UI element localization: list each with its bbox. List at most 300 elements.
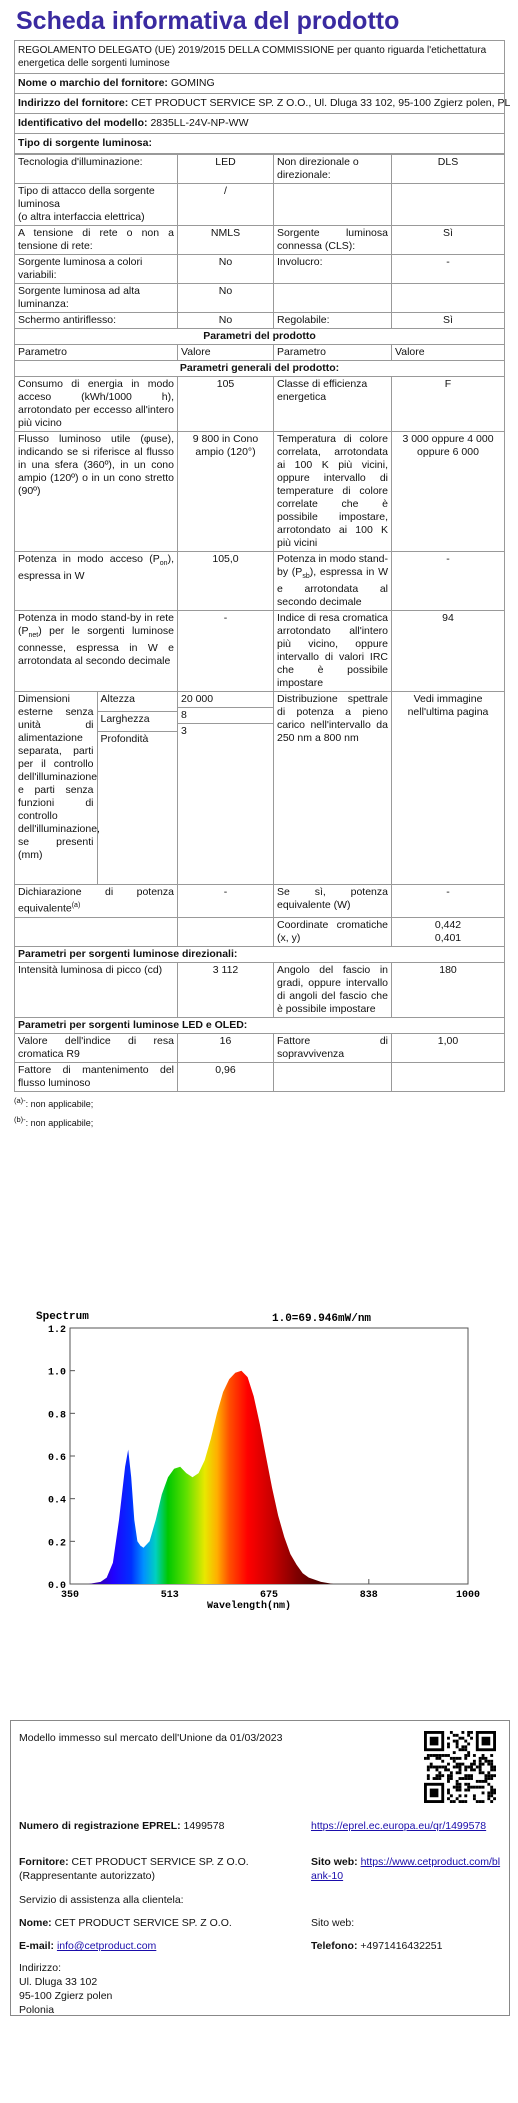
site-link[interactable]: https://www.cetproduct.com/blank-10 (311, 1856, 501, 1882)
x-tick-label: 675 (259, 1590, 279, 1601)
qr-module (456, 1780, 459, 1783)
qr-module (438, 1777, 441, 1780)
qr-module (433, 1777, 436, 1780)
y-tick-label: 0.2 (47, 1538, 66, 1550)
qr-module (456, 1766, 459, 1769)
y-value: 0,401 (434, 931, 462, 944)
envelope-value: - (392, 255, 505, 284)
qr-module (444, 1768, 447, 1771)
qr-module (467, 1754, 470, 1757)
supplier-name-label: Nome o marchio del fornitore: (18, 77, 168, 89)
qr-module (447, 1789, 450, 1792)
qr-module (427, 1754, 430, 1757)
qr-module (490, 1791, 493, 1794)
pnet-label: Potenza in modo stand-by in rete (P (18, 612, 174, 638)
xy-label: Coordinate cromatiche (x, y) (274, 917, 392, 946)
qr-finder (482, 1737, 491, 1746)
qr-module (479, 1760, 482, 1763)
qr-module (487, 1763, 490, 1766)
surv-value: 1,00 (392, 1033, 505, 1062)
qr-module (453, 1740, 456, 1743)
eprel-link[interactable]: https://eprel.ec.europa.eu/qr/1499578 (311, 1820, 487, 1832)
flux-value: 9 800 in Cono ampio (120°) (178, 432, 274, 552)
height-value: 20 000 (178, 692, 273, 708)
qr-module (456, 1745, 459, 1748)
qr-module (464, 1766, 467, 1769)
qr-module (459, 1766, 462, 1769)
qr-module (436, 1768, 439, 1771)
qr-module (464, 1745, 467, 1748)
supplier-label: Fornitore: (19, 1856, 69, 1868)
supplier-address: CET PRODUCT SERVICE SP. Z O.O., Ul. Dluga 33 102, 95-100 Zgierz polen, PL (131, 97, 511, 109)
qr-module (436, 1754, 439, 1757)
qr-module (447, 1754, 450, 1757)
x-tick-label: 838 (359, 1590, 378, 1601)
qr-module (453, 1786, 456, 1789)
address-line-2: 95-100 Zgierz polen (19, 1990, 113, 2002)
spd-value: Vedi immagine nell'ultima pagina (392, 692, 505, 885)
type-table (14, 154, 505, 1092)
qr-module (424, 1757, 427, 1760)
qr-module (459, 1748, 462, 1751)
qr-module (490, 1789, 493, 1792)
chart-title: Spectrum (36, 1311, 89, 1323)
eprel-label: Numero di registrazione EPREL: (19, 1820, 181, 1832)
service-heading: Servizio di assistenza alla clientela: (19, 1894, 184, 1906)
psb-sub: sb (302, 573, 310, 581)
site2-label: Sito web: (311, 1917, 355, 1929)
qr-module (467, 1786, 470, 1789)
qr-module (438, 1766, 441, 1769)
qr-module (493, 1789, 496, 1792)
qr-module (479, 1771, 482, 1774)
pon-label: Potenza in modo acceso (P (18, 553, 160, 565)
name-label: Nome: (19, 1917, 52, 1929)
qr-module (441, 1760, 444, 1763)
qr-module (461, 1731, 464, 1734)
qr-module (490, 1774, 493, 1777)
qr-module (467, 1774, 470, 1777)
qr-module (490, 1800, 493, 1803)
qr-module (456, 1786, 459, 1789)
qr-module (467, 1743, 470, 1746)
qr-module (436, 1774, 439, 1777)
qr-module (467, 1731, 470, 1734)
page-title: Scheda informativa del prodotto (16, 7, 400, 35)
pnet-label-b: ) per le sorgenti luminose connesse, espressa in W e arrotondata al secondo decimale (18, 625, 174, 668)
qr-module (482, 1786, 485, 1789)
qr-module (473, 1760, 476, 1763)
footnote-a-mark: (a)- (14, 1095, 26, 1105)
eprel-card (10, 1720, 510, 2016)
qr-module (436, 1766, 439, 1769)
cls-label: Sorgente luminosa connessa (CLS): (274, 226, 392, 255)
qr-module (459, 1763, 462, 1766)
col-value-2: Valore (392, 345, 505, 361)
qr-module (464, 1748, 467, 1751)
qr-module (453, 1734, 456, 1737)
qr-module (459, 1786, 462, 1789)
qr-finder (430, 1789, 439, 1798)
qr-module (482, 1763, 485, 1766)
qr-module (456, 1740, 459, 1743)
qr-module (433, 1754, 436, 1757)
footnote-b-mark: (b)- (14, 1114, 26, 1124)
nondir-label: Non direzionale o direzionale: (274, 155, 392, 184)
qr-module (473, 1763, 476, 1766)
qr-module (487, 1771, 490, 1774)
qr-module (490, 1766, 493, 1769)
qr-module (427, 1774, 430, 1777)
qr-module (456, 1789, 459, 1792)
model-label: Identificativo del modello: (18, 117, 148, 129)
qr-module (467, 1789, 470, 1792)
market-text: Modello immesso sul mercato dell'Unione da 01/03/2023 (19, 1732, 283, 1744)
qr-module (467, 1777, 470, 1780)
model-id: 2835LL-24V-NP-WW (150, 117, 249, 129)
qr-module (482, 1791, 485, 1794)
qr-module (461, 1763, 464, 1766)
qr-module (427, 1768, 430, 1771)
qr-module (450, 1731, 453, 1734)
cap-value: / (178, 184, 274, 226)
qr-module (490, 1754, 493, 1757)
type-heading: Tipo di sorgente luminosa: (15, 134, 505, 154)
class-value: F (392, 377, 505, 432)
qr-module (461, 1800, 464, 1803)
width-label: Larghezza (97, 712, 177, 732)
address-line-3: Polonia (19, 2004, 55, 2016)
qr-module (473, 1786, 476, 1789)
mains-value: NMLS (178, 226, 274, 255)
qr-module (493, 1766, 496, 1769)
qr-module (464, 1783, 467, 1786)
qr-module (487, 1791, 490, 1794)
qr-module (473, 1754, 476, 1757)
qr-module (467, 1783, 470, 1786)
qr-module (490, 1760, 493, 1763)
qr-module (470, 1768, 473, 1771)
mains-label: A tensione di rete o non a tensione di rete: (15, 226, 178, 255)
name-value: CET PRODUCT SERVICE SP. Z O.O. (54, 1917, 232, 1929)
footnote-b (14, 1113, 504, 1130)
envelope-label: Involucro: (274, 255, 392, 284)
qr-module (456, 1757, 459, 1760)
y-tick-label: 0.4 (47, 1495, 66, 1507)
qr-module (441, 1774, 444, 1777)
equiv-label: Dichiarazione di potenza equivalente (18, 886, 174, 915)
pnet-sub: net (28, 632, 39, 640)
qr-module (450, 1800, 453, 1803)
pon-label-b: ), espressa in W (18, 553, 174, 583)
site-label: Sito web: (311, 1856, 358, 1868)
qr-module (453, 1751, 456, 1754)
x-value: 0,442 (434, 918, 462, 931)
y-tick-label: 0.6 (47, 1453, 66, 1464)
qr-module (430, 1763, 433, 1766)
qr-module (459, 1737, 462, 1740)
qr-module (447, 1780, 450, 1783)
equiv-sup: (a) (71, 902, 81, 910)
peak-value: 3 112 (178, 962, 274, 1017)
qr-module (467, 1734, 470, 1737)
beam-label: Angolo del fascio in gradi, oppure intervallo di angoli del fascio che è possibile impostare (274, 962, 392, 1017)
spd-label: Distribuzione spettrale di potenza a pieno carico nell'intervallo da 250 nm a 800 nm (274, 692, 392, 885)
spectrum-chart (32, 1301, 481, 1613)
psb-label: Potenza in modo stand-by (P (277, 553, 388, 578)
qr-module (464, 1768, 467, 1771)
qr-module (438, 1757, 441, 1760)
y-tick-label: 1.0 (47, 1367, 66, 1379)
qr-module (459, 1789, 462, 1792)
qr-module (490, 1768, 493, 1771)
qr-module (464, 1757, 467, 1760)
qr-module (438, 1754, 441, 1757)
supplier-name: GOMING (170, 77, 215, 89)
qr-module (476, 1766, 479, 1769)
qr-module (482, 1780, 485, 1783)
cri-label: Indice di resa cromatica arrotondato all'intero più vicino, oppure intervallo di valori IRC che è possibile impostare (274, 611, 392, 692)
color-value: No (178, 255, 274, 284)
qr-module (447, 1768, 450, 1771)
psb-label-b: ), espressa in W e arrotondata al secondo decimale (277, 566, 388, 609)
pon-sub: on (159, 560, 168, 568)
qr-module (438, 1771, 441, 1774)
general-heading: Parametri generali del prodotto: (15, 361, 505, 377)
dims-label: Dimensioni esterne senza unità di alimentazione separata, parti per il controllo dell'illuminazione e parti senza funzioni di controllo dell'illuminazione, se presenti (mm) (15, 692, 97, 884)
qr-module (453, 1760, 456, 1763)
qr-code-icon[interactable] (424, 1731, 496, 1803)
qr-module (464, 1789, 467, 1792)
qr-module (487, 1774, 490, 1777)
maint-label: Fattore di mantenimento del flusso luminoso (15, 1062, 178, 1091)
cri-value: 94 (392, 611, 505, 692)
r9-value: 16 (178, 1033, 274, 1062)
qr-module (482, 1771, 485, 1774)
qr-module (456, 1783, 459, 1786)
tech-value: LED (178, 155, 274, 184)
qr-module (447, 1774, 450, 1777)
qr-module (487, 1797, 490, 1800)
qr-module (490, 1794, 493, 1797)
email-label: E-mail: (19, 1940, 55, 1952)
qr-module (447, 1745, 450, 1748)
address-label: Indirizzo: (19, 1962, 62, 1974)
qr-module (493, 1774, 496, 1777)
peak-label: Intensità luminosa di picco (cd) (15, 962, 178, 1017)
qr-module (464, 1740, 467, 1743)
qr-module (473, 1797, 476, 1800)
qr-module (456, 1763, 459, 1766)
col-param-2: Parametro (274, 345, 392, 361)
color-label: Sorgente luminosa a colori variabili: (15, 255, 178, 284)
cct-value: 3 000 oppure 4 000 oppure 6 000 (392, 432, 505, 552)
qr-module (470, 1786, 473, 1789)
qr-module (484, 1777, 487, 1780)
qr-module (470, 1731, 473, 1734)
qr-module (450, 1757, 453, 1760)
header-table (14, 40, 511, 154)
qr-module (461, 1777, 464, 1780)
led-heading: Parametri per sorgenti luminose LED e OLED: (15, 1017, 505, 1033)
qr-module (459, 1757, 462, 1760)
qr-module (444, 1754, 447, 1757)
qr-module (476, 1786, 479, 1789)
qr-module (430, 1754, 433, 1757)
cap-label: Tipo di attacco della sorgente luminosa (18, 185, 155, 210)
qr-module (430, 1766, 433, 1769)
qr-module (444, 1766, 447, 1769)
qr-module (450, 1794, 453, 1797)
supplier-value: CET PRODUCT SERVICE SP. Z O.O. (Rappresentante autorizzato) (19, 1856, 249, 1882)
qr-module (464, 1774, 467, 1777)
qr-module (470, 1737, 473, 1740)
footnote-b-text: : non applicabile; (25, 1117, 94, 1128)
qr-module (484, 1760, 487, 1763)
qr-module (484, 1757, 487, 1760)
flux-label: Flusso luminoso utile (φuse), indicando se si riferisce al flusso in una sfera (360º), in un cono ampio (120º) o in un cono stretto (90º) (15, 432, 178, 552)
dir-heading: Parametri per sorgenti luminose direzionali: (15, 946, 505, 962)
qr-module (479, 1766, 482, 1769)
width-value: 8 (178, 708, 273, 724)
qr-module (490, 1763, 493, 1766)
qr-module (427, 1757, 430, 1760)
qr-module (461, 1748, 464, 1751)
qr-module (473, 1794, 476, 1797)
nondir-value: DLS (392, 155, 505, 184)
depth-label: Profondità (100, 733, 149, 746)
maint-value: 0,96 (178, 1062, 274, 1091)
qr-module (450, 1774, 453, 1777)
qr-module (493, 1797, 496, 1800)
qr-module (447, 1743, 450, 1746)
x-tick-label: 350 (60, 1590, 80, 1601)
beam-value: 180 (392, 962, 505, 1017)
qr-module (464, 1794, 467, 1797)
qr-module (464, 1800, 467, 1803)
qr-module (482, 1757, 485, 1760)
qr-module (493, 1791, 496, 1794)
energy-value: 105 (178, 377, 274, 432)
phone-value: +4971416432251 (360, 1940, 443, 1952)
hl-value: No (178, 284, 274, 313)
qr-module (482, 1754, 485, 1757)
footnote-a (14, 1094, 504, 1111)
qr-module (487, 1777, 490, 1780)
address-line-1: Ul. Dluga 33 102 (19, 1976, 98, 1988)
psb-value: - (392, 552, 505, 611)
surv-label: Fattore di sopravvivenza (274, 1033, 392, 1062)
equiv2-value: - (392, 885, 505, 918)
x-tick-label: 513 (160, 1590, 179, 1601)
qr-module (479, 1786, 482, 1789)
qr-module (461, 1745, 464, 1748)
qr-module (459, 1783, 462, 1786)
email-link[interactable]: info@cetproduct.com (56, 1940, 157, 1952)
qr-module (459, 1777, 462, 1780)
qr-module (482, 1800, 485, 1803)
qr-module (484, 1774, 487, 1777)
qr-module (464, 1754, 467, 1757)
eprel-value: 1499578 (183, 1820, 225, 1832)
regulation-text: REGOLAMENTO DELEGATO (UE) 2019/2015 DELLA COMMISSIONE per quanto riguarda l'etichettatura energetica delle sorgenti luminose (15, 41, 505, 74)
qr-module (476, 1800, 479, 1803)
qr-module (487, 1760, 490, 1763)
glare-label: Schermo antiriflesso: (15, 313, 178, 329)
product-sheet (14, 6, 511, 1130)
x-axis-label: Wavelength(nm) (207, 1601, 292, 1612)
qr-module (490, 1786, 493, 1789)
qr-module (479, 1757, 482, 1760)
qr-finder (430, 1737, 439, 1746)
height-label: Altezza (97, 692, 177, 711)
qr-module (473, 1768, 476, 1771)
hl-label: Sorgente luminosa ad alta luminanza: (15, 284, 178, 313)
equiv-value: - (178, 885, 274, 918)
supplier-address-label: Indirizzo del fornitore: (18, 97, 129, 109)
qr-module (467, 1751, 470, 1754)
qr-module (447, 1797, 450, 1800)
qr-module (450, 1777, 453, 1780)
energy-label: Consumo di energia in modo acceso (kWh/1000 h), arrotondato per eccesso all'intero più vicino (15, 377, 178, 432)
cls-value: Sì (392, 226, 505, 255)
footnote-a-text: : non applicabile; (25, 1098, 94, 1109)
qr-module (456, 1734, 459, 1737)
qr-module (493, 1768, 496, 1771)
col-param-1: Parametro (15, 345, 178, 361)
qr-module (447, 1791, 450, 1794)
qr-module (447, 1763, 450, 1766)
qr-module (479, 1763, 482, 1766)
qr-module (487, 1794, 490, 1797)
x-tick-label: 1000 (455, 1590, 481, 1601)
qr-module (438, 1774, 441, 1777)
pon-value: 105,0 (178, 552, 274, 611)
qr-module (427, 1766, 430, 1769)
qr-module (470, 1777, 473, 1780)
qr-module (453, 1800, 456, 1803)
qr-module (470, 1766, 473, 1769)
qr-module (464, 1777, 467, 1780)
phone-label: Telefono: (311, 1940, 358, 1952)
glare-value: No (178, 313, 274, 329)
qr-module (479, 1780, 482, 1783)
equiv2-label: Se sì, potenza equivalente (W) (274, 885, 392, 918)
y-tick-label: 0.8 (47, 1410, 66, 1422)
qr-module (487, 1783, 490, 1786)
qr-module (461, 1737, 464, 1740)
qr-module (453, 1757, 456, 1760)
qr-module (456, 1771, 459, 1774)
qr-module (467, 1766, 470, 1769)
qr-module (441, 1754, 444, 1757)
qr-module (459, 1768, 462, 1771)
qr-module (447, 1737, 450, 1740)
qr-module (450, 1771, 453, 1774)
y-tick-label: 0.0 (47, 1581, 66, 1592)
qr-module (490, 1777, 493, 1780)
y-tick-label: 1.2 (47, 1325, 66, 1336)
qr-module (436, 1757, 439, 1760)
qr-module (441, 1766, 444, 1769)
dim-label: Regolabile: (274, 313, 392, 329)
qr-module (453, 1766, 456, 1769)
cap-label-2: (o altra interfaccia elettrica) (18, 211, 145, 223)
tech-label: Tecnologia d'illuminazione: (15, 155, 178, 184)
qr-module (456, 1743, 459, 1746)
qr-module (459, 1794, 462, 1797)
qr-module (470, 1763, 473, 1766)
